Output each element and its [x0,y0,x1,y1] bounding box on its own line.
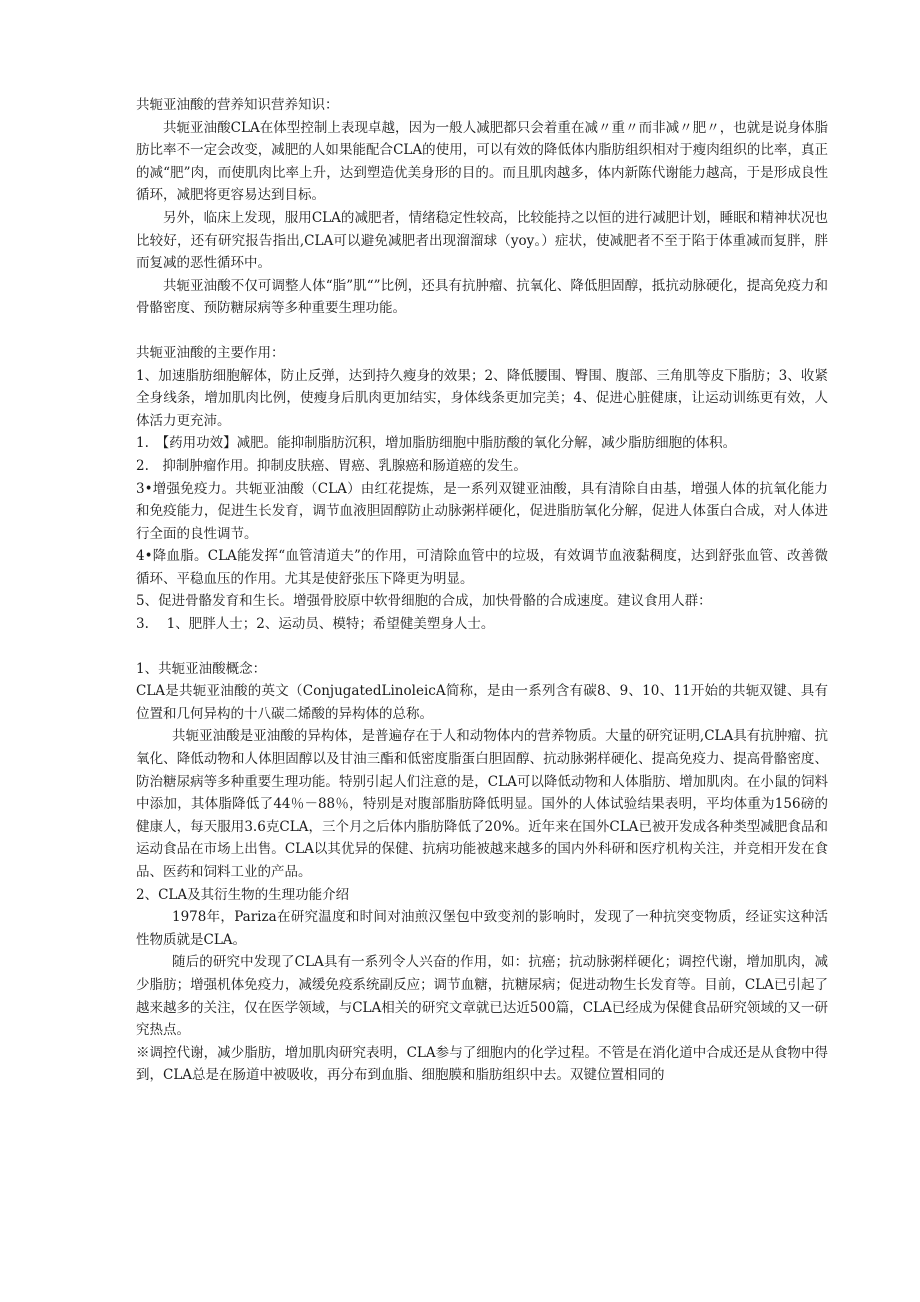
spacer [136,320,828,342]
definition-paragraph: CLA是共轭亚油酸的英文（ConjugatedLinoleicA简称，是由一系列含有碳8、9、10、11开始的共轭双键、具有位置和几何异构的十八碳二烯酸的异构体的总称。 [136,683,828,722]
list-item: 3. 1、肥胖人士；2、运动员、模特；希望健美塑身人士。 [136,616,495,633]
list-item: 1、加速脂肪细胞解体，防止反弹，达到持久瘦身的效果；2、降低腰围、臀围、腹部、三角肌等皮下脂肪；3、收紧全身线条，增加肌肉比例，使瘦身后肌肉更加结实，身体线条更加完美；4、促进心脏健康，让运动训练更有效，人体活力更充沛。 [136,367,828,429]
spacer [136,636,828,658]
paragraph: 共轭亚油酸不仅可调整人体“脂”肌“”比例，还具有抗肿瘤、抗氧化、降低胆固醇，抵抗动脉硬化，提高免疫力和骨骼密度、预防糖尿病等多种重要生理功能。 [136,277,828,317]
list-item: 1. 【药用功效】减肥。能抑制脂肪沉积，增加脂肪细胞中脂肪酸的氧化分解，减少脂肪细胞的体积。 [136,435,737,452]
section-title-main-effects: 共轭亚油酸的主要作用： [136,344,285,361]
paragraph: 共轭亚油酸CLA在体型控制上表现卓越，因为一般人减肥都只会着重在减〃重〃而非减〃肥〃，也就是说身体脂肪比率不一定会改变，减肥的人如果能配合CLA的使用，可以有效的降低体内脂肪组织相对于瘦肉组织的比率，真正的减“肥”肉，而使肌肉比率上升，达到塑造优美身形的目的。而且肌肉越多，体内新陈代谢能力越高，于是形成良性循环，减肥将更容易达到目标。 [136,119,828,204]
section-title-physiology: 2、CLA及其衍生物的生理功能介绍 [136,886,350,903]
list-item: 4•降血脂。CLA能发挥“血管清道夫”的作用，可清除血管中的垃圾，有效调节血液黏稠度，达到舒张血管、改善微循环、平稳血压的作用。尤其是使舒张压下降更为明显。 [136,548,828,587]
paragraph: 1978年，Pariza在研究温度和时间对油煎汉堡包中致变剂的影响时，发现了一种抗突变物质，经证实这种活性物质就是CLA。 [136,909,828,948]
paragraph: 另外，临床上发现，服用CLA的减肥者，情绪稳定性较高，比较能持之以恒的进行减肥计划，睡眠和精神状况也比较好，还有研究报告指出,CLA可以避免减肥者出现溜溜球（yoy。）症状，使减肥者不至于陷于体重减而复胖，胖而复减的恶性循环中。 [136,209,828,272]
list-item: 2. 抑制肿瘤作用。抑制皮肤癌、胃癌、乳腺癌和肠道癌的发生。 [136,457,527,474]
note-paragraph: ※调控代谢，减少脂肪，增加肌肉研究表明，CLA参与了细胞内的化学过程。不管是在消化道中合成还是从食物中得到，CLA总是在肠道中被吸收，再分布到血脂、细胞膜和脂肪组织中去。双键位置相同的 [136,1044,828,1084]
document-body [136,94,828,1087]
list-item: 5、促进骨骼发育和生长。增强骨胶原中软骨细胞的合成，加快骨骼的合成速度。建议食用人群： [136,593,712,610]
list-item: 3•增强免疫力。共轭亚油酸（CLA）由红花提炼，是一系列双键亚油酸，具有清除自由基，增强人体的抗氧化能力和免疫能力，促进生长发育，调节血液胆固醇防止动脉粥样硬化，促进脂肪氧化分解，促进人体蛋白合成，对人体进行全面的良性调节。 [136,480,828,542]
paragraph: 随后的研究中发现了CLA具有一系列令人兴奋的作用，如：抗癌；抗动脉粥样硬化；调控代谢，增加肌肉，减少脂肪；增强机体免疫力，减缓免疫系统副反应；调节血糖，抗糖尿病；促进动物生长发育等。目前，CLA已引起了越来越多的关注，仅在医学领域，与CLA相关的研究文章就已达近500篇，CLA已经成为保健食品研究领域的又一研究热点。 [136,954,828,1039]
section-title-concept: 1、共轭亚油酸概念： [136,660,267,677]
section-title-nutrition: 共轭亚油酸的营养知识营养知识： [136,97,339,113]
paragraph: 共轭亚油酸是亚油酸的异构体，是普遍存在于人和动物体内的营养物质。大量的研究证明,CLA具有抗肿瘤、抗氧化、降低动物和人体胆固醇以及甘油三酯和低密度脂蛋白胆固醇、抗动脉粥样硬化、提高免疫力、提高骨骼密度、防治糖尿病等多种重要生理功能。特别引起人们注意的是，CLA可以降低动物和人体脂肪、增加肌肉。在小鼠的饲料中添加，其体脂降低了44％－88％，特别是对腹部脂肪降低明显。国外的人体试验结果表明，平均体重为156磅的健康人，每天服用3.6克CLA，三个月之后体内脂肪降低了20%。近年来在国外CLA已被开发成各种类型减肥食品和运动食品在市场上出售。CLA以其优异的保健、抗病功能被越来越多的国内外科研和医疗机构关注，并竞相开发在食品、医药和饲料工业的产品。 [136,728,828,880]
